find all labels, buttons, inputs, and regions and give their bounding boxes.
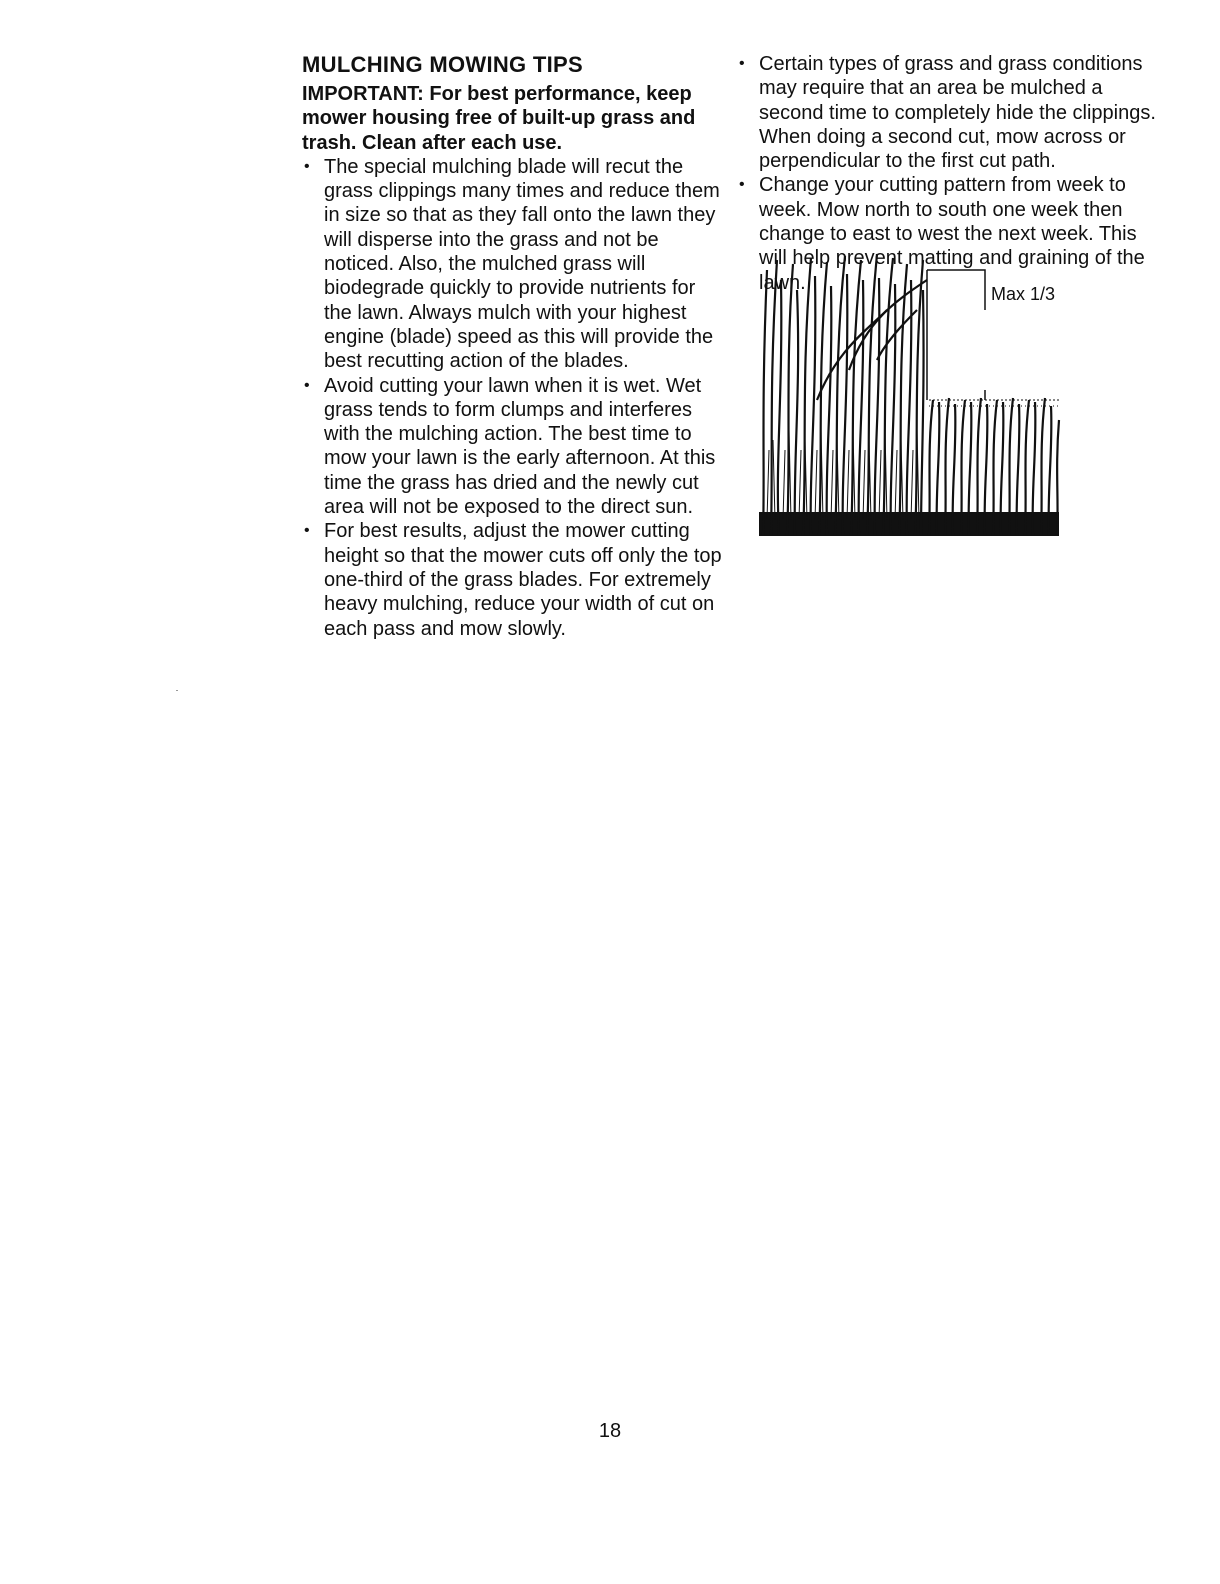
max-height-bracket [927, 270, 985, 400]
max-one-third-label: Max 1/3 [991, 284, 1056, 304]
important-text: For best performance, keep mower housing free of built-up grass and trash. Clean after each use. [302, 83, 696, 154]
scan-speck [176, 690, 178, 691]
grass-height-illustration [757, 250, 1077, 540]
list-item: • Certain types of grass and grass conditions may require that an area be mulched a second time to completely hide the clippings. When doing a second cut, mow across or perpendicular to the first cut path. [737, 52, 1157, 173]
important-note [302, 82, 722, 155]
list-item: • For best results, adjust the mower cutting height so that the mower cuts off only the top one-third of the grass blades. For extremely heavy mulching, reduce your width of cut on each pass and mow slowly. [302, 519, 722, 640]
page-number: 18 [598, 1420, 622, 1442]
list-item: • Avoid cutting your lawn when it is wet. Wet grass tends to form clumps and interferes with the mulching action. The best time to mow your lawn is the early afternoon. At this time the grass has dried and the newly cut area will not be exposed to the direct sun. [302, 374, 722, 520]
left-column [302, 52, 722, 641]
list-item: • Change your cutting pattern from week to week. Mow north to south one week then change to east to west the next week. This will help prevent matting and graining of the lawn. [737, 173, 1157, 294]
important-label: IMPORTANT: [302, 83, 424, 105]
section-heading: MULCHING MOWING TIPS [302, 52, 583, 77]
left-bullet-list [302, 155, 722, 641]
list-item: • The special mulching blade will recut the grass clippings many times and reduce them in size so that as they fall onto the lawn they will disperse into the grass and not be noticed. Also, the mulched grass will biodegrade quickly to provide nutrients for the lawn. Always mulch with your highest engine (blade) speed as this will provide the best recutting action of the blades. [302, 155, 722, 374]
grass-drawing [757, 250, 1077, 540]
